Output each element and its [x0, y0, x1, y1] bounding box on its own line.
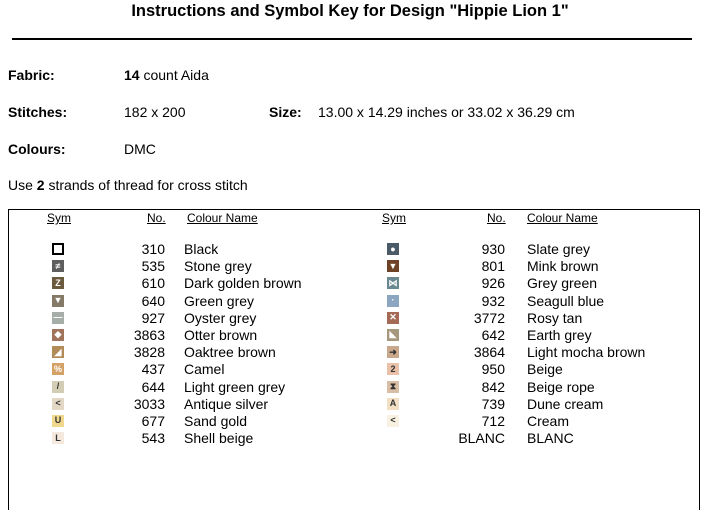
- colour-name: Grey green: [527, 275, 598, 292]
- colour-name: Antique silver: [184, 395, 269, 412]
- dmc-number: 310: [141, 241, 165, 257]
- colour-name: Dune cream: [527, 395, 604, 412]
- circle-icon: ●: [387, 243, 399, 255]
- dmc-number: 610: [141, 275, 165, 292]
- colour-name: Camel: [184, 361, 225, 378]
- page-title: Instructions and Symbol Key for Design "Hippie Lion 1": [131, 2, 569, 20]
- z-letter-icon: Z: [52, 277, 64, 289]
- strands-instruction: [8, 177, 248, 193]
- colour-name: Slate grey: [527, 241, 591, 257]
- dash-icon: —: [53, 312, 63, 323]
- left-name-header: Colour Name: [187, 211, 258, 225]
- dmc-number: 677: [141, 412, 165, 429]
- arrow-right-icon: ➜: [387, 346, 399, 358]
- dmc-number: 801: [481, 258, 505, 275]
- fabric-type: count Aida: [139, 67, 209, 83]
- strands-post: strands of thread for cross stitch: [44, 177, 248, 193]
- dmc-number: 543: [141, 430, 165, 447]
- colour-name: Cream: [527, 412, 570, 429]
- dmc-number: 712: [481, 412, 505, 429]
- strands-count: 2: [36, 177, 45, 193]
- colour-name: Earth grey: [527, 326, 592, 343]
- hourglass-icon: ⧗: [387, 381, 399, 393]
- colour-name: Black: [184, 241, 219, 257]
- dmc-number: 930: [481, 241, 505, 257]
- dmc-number: 927: [141, 309, 165, 326]
- colour-name: Rosy tan: [527, 309, 583, 326]
- size-value: 13.00 x 14.29 inches or 33.02 x 36.29 cm: [318, 104, 575, 120]
- fabric-label: Fabric:: [8, 67, 55, 83]
- slash-icon: /: [52, 381, 64, 393]
- colour-name: Green grey: [184, 292, 255, 309]
- down-triangle-icon: ▼: [53, 295, 63, 306]
- colour-name: Shell beige: [184, 430, 254, 447]
- less-than-icon: <: [387, 415, 399, 427]
- diamond-icon: ◆: [52, 329, 64, 341]
- cross-icon: ✕: [387, 312, 399, 324]
- hollow-square-icon: [52, 243, 64, 255]
- colour-name: Mink brown: [527, 258, 599, 275]
- colour-name: Light mocha brown: [527, 344, 646, 361]
- dmc-number: 3772: [473, 309, 505, 326]
- colour-name: Seagull blue: [527, 292, 605, 309]
- colour-name: Otter brown: [184, 326, 258, 343]
- right-sym-header: Sym: [382, 211, 406, 225]
- dmc-number: 842: [481, 378, 505, 395]
- dmc-number: 3033: [133, 395, 165, 412]
- right-no-header: No.: [487, 211, 506, 225]
- dmc-number: 640: [141, 292, 165, 309]
- dmc-number: 535: [141, 258, 165, 275]
- dmc-number: 739: [481, 395, 505, 412]
- dmc-number: BLANC: [458, 430, 505, 447]
- percent-icon: %: [53, 363, 62, 374]
- fabric-value: [124, 67, 209, 83]
- colour-name: Sand gold: [184, 412, 248, 429]
- colour-name: Oaktree brown: [184, 344, 276, 361]
- colours-label: Colours:: [8, 141, 66, 157]
- down-triangle-icon: ▼: [388, 260, 398, 271]
- less-than-icon: <: [52, 398, 64, 410]
- two-digit-icon: 2: [387, 363, 399, 375]
- left-no-header: No.: [147, 211, 166, 225]
- corner-triangle-icon: ◢: [52, 346, 64, 358]
- colour-name: BLANC: [527, 430, 574, 447]
- dmc-number: 3864: [473, 344, 505, 361]
- colour-name: Beige rope: [527, 378, 595, 395]
- stitches-label: Stitches:: [8, 104, 68, 120]
- l-corner-icon: L: [52, 432, 64, 444]
- size-label: Size:: [269, 104, 302, 120]
- a-letter-icon: A: [387, 398, 399, 410]
- left-sym-header: Sym: [47, 211, 71, 225]
- dmc-number: 3863: [133, 326, 165, 343]
- dmc-number: 644: [141, 378, 165, 395]
- dmc-number: 3828: [133, 344, 165, 361]
- colour-name: Stone grey: [184, 258, 252, 275]
- colour-name: Dark golden brown: [184, 275, 302, 292]
- dmc-number: 932: [481, 292, 505, 309]
- colours-value: DMC: [124, 141, 156, 157]
- dmc-number: 437: [141, 361, 165, 378]
- dmc-number: 642: [481, 326, 505, 343]
- corner-triangle-icon: ◣: [387, 329, 399, 341]
- colour-name: Light green grey: [184, 378, 286, 395]
- colour-name: Beige: [527, 361, 563, 378]
- stitches-value: 182 x 200: [124, 104, 186, 120]
- colour-name: Oyster grey: [184, 309, 257, 326]
- dmc-number: 926: [481, 275, 505, 292]
- title-divider: [12, 38, 692, 40]
- strands-pre: Use: [8, 177, 37, 193]
- not-equal-icon: ≠: [52, 260, 64, 272]
- dot-icon: ·: [387, 295, 399, 307]
- bowtie-icon: ⋈: [388, 277, 398, 288]
- blank-icon: [387, 432, 399, 444]
- dmc-number: 950: [481, 361, 505, 378]
- right-name-header: Colour Name: [527, 211, 598, 225]
- fabric-count: 14: [124, 67, 140, 83]
- u-letter-icon: U: [52, 415, 64, 427]
